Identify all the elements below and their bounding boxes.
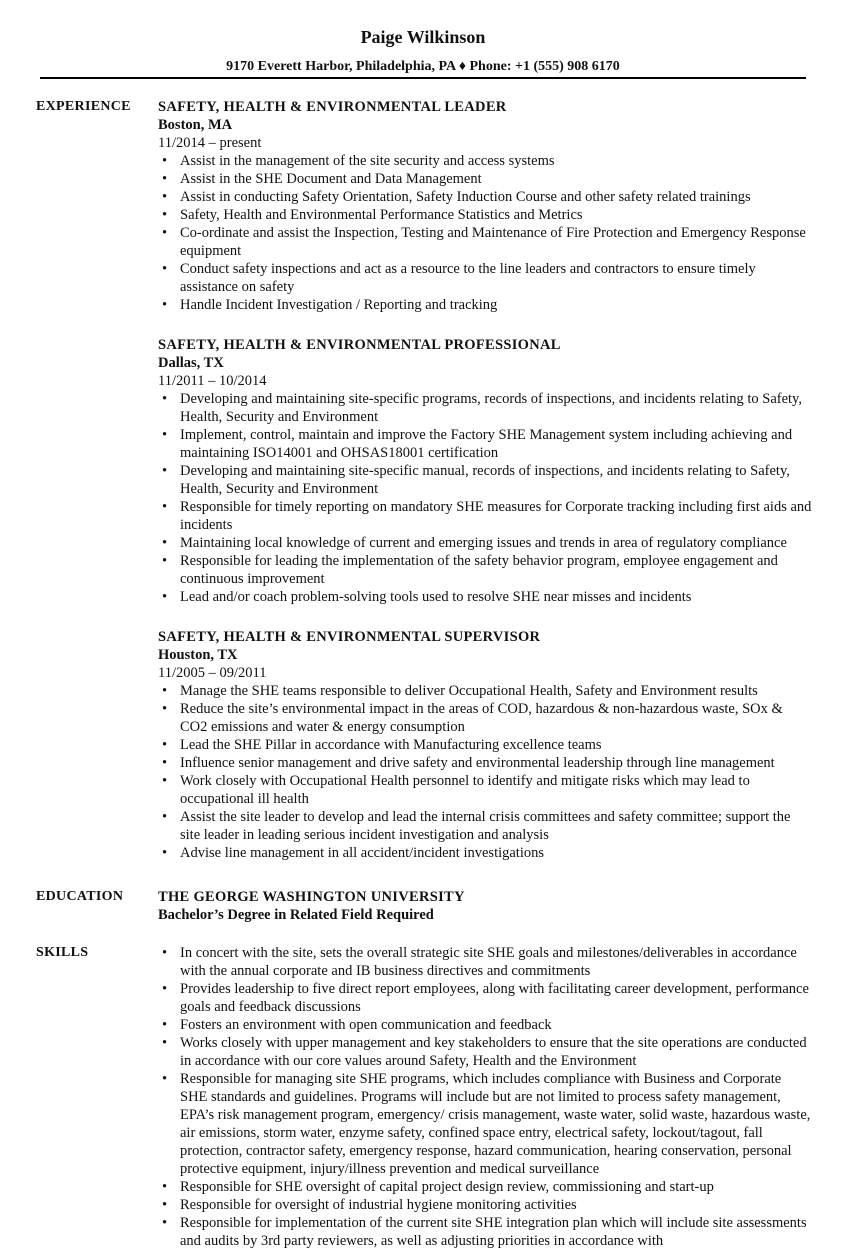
bullet-item: • Reduce the site’s environmental impact in the areas of COD, hazardous & non-hazardous waste, SOx & CO2 emissions and water & energy consumption [158, 700, 812, 736]
job-bullets [158, 152, 812, 314]
bullet-item: • Fosters an environment with open communication and feedback [158, 1016, 812, 1034]
bullet-item: • Maintaining local knowledge of current and emerging issues and trends in area of regulatory compliance [158, 534, 812, 552]
job-entry [158, 336, 812, 606]
header-divider [40, 77, 806, 79]
school-name: THE GEORGE WASHINGTON UNIVERSITY [158, 889, 465, 905]
bullet-item: • Assist in the management of the site security and access systems [158, 152, 812, 170]
bullet-item: • Implement, control, maintain and improve the Factory SHE Management system including achieving and maintaining ISO14001 and OHSAS18001 certification [158, 426, 812, 462]
bullet-item: • Safety, Health and Environmental Performance Statistics and Metrics [158, 206, 812, 224]
bullet-item: • Lead and/or coach problem-solving tools used to resolve SHE near misses and incidents [158, 588, 812, 606]
job-bullets [158, 390, 812, 606]
bullet-item: • Influence senior management and drive safety and environmental leadership through line management [158, 754, 812, 772]
bullet-item: • Developing and maintaining site-specific manual, records of inspections, and incidents relating to Safety, Health, Security and Environment [158, 462, 812, 498]
bullet-item: • Co-ordinate and assist the Inspection, Testing and Maintenance of Fire Protection and Emergency Response equipment [158, 224, 812, 260]
job-dates: 11/2014 – present [158, 135, 262, 151]
job-title: SAFETY, HEALTH & ENVIRONMENTAL LEADER [158, 99, 507, 115]
skills-bullets [158, 944, 812, 1250]
bullet-item: • Responsible for implementation of the current site SHE integration plan which will include site assessments and audits by 3rd party reviewers, as well as adjusting priorities in accordance with [158, 1214, 812, 1250]
bullet-item: • Responsible for oversight of industrial hygiene monitoring activities [158, 1196, 812, 1214]
bullet-item: • Work closely with Occupational Health personnel to identify and mitigate risks which may lead to occupational ill health [158, 772, 812, 808]
experience-heading: EXPERIENCE [36, 99, 131, 114]
bullet-item: • In concert with the site, sets the overall strategic site SHE goals and milestones/deliverables in accordance with the annual corporate and IB business directives and commitments [158, 944, 812, 980]
job-title: SAFETY, HEALTH & ENVIRONMENTAL PROFESSIONAL [158, 337, 561, 353]
bullet-item: • Handle Incident Investigation / Reporting and tracking [158, 296, 812, 314]
bullet-item: • Responsible for SHE oversight of capital project design review, commissioning and start-up [158, 1178, 812, 1196]
job-location: Boston, MA [158, 117, 233, 133]
job-bullets [158, 682, 812, 862]
bullet-item: • Advise line management in all accident/incident investigations [158, 844, 812, 862]
job-title: SAFETY, HEALTH & ENVIRONMENTAL SUPERVISOR [158, 629, 541, 645]
bullet-item: • Responsible for timely reporting on mandatory SHE measures for Corporate tracking including first aids and incidents [158, 498, 812, 534]
contact-line: 9170 Everett Harbor, Philadelphia, PA ♦ Phone: +1 (555) 908 6170 [226, 59, 620, 74]
bullet-item: • Lead the SHE Pillar in accordance with Manufacturing excellence teams [158, 736, 812, 754]
job-location: Houston, TX [158, 647, 238, 663]
skills-heading: SKILLS [36, 945, 89, 960]
bullet-item: • Assist the site leader to develop and lead the internal crisis committees and safety committee; support the site leader in leading serious incident investigation and analysis [158, 808, 812, 844]
bullet-item: • Assist in conducting Safety Orientation, Safety Induction Course and other safety related trainings [158, 188, 812, 206]
job-location: Dallas, TX [158, 355, 224, 371]
bullet-item: • Responsible for managing site SHE programs, which includes compliance with Business and Corporate SHE standards and guidelines. Programs will include but are not limited to process safety management, EPA’s risk management program, emergency/ crisis management, waste water, solid waste, hazardous waste, air emissions, storm water, enzyme safety, confined space entry, electrical safety, lockout/tagout, fall protection, contractor safety, emergency response, hazard communication, hearing conservation, personal protective equipment, injury/illness prevention and medical surveillance [158, 1070, 812, 1178]
bullet-item: • Works closely with upper management and key stakeholders to ensure that the site operations are conducted in accordance with our core values around Safety, Health and the Environment [158, 1034, 812, 1070]
degree: Bachelor’s Degree in Related Field Required [158, 907, 434, 923]
job-entry [158, 628, 812, 862]
education-heading: EDUCATION [36, 889, 124, 904]
bullet-item: • Manage the SHE teams responsible to deliver Occupational Health, Safety and Environment results [158, 682, 812, 700]
bullet-item: • Developing and maintaining site-specific programs, records of inspections, and incidents relating to Safety, Health, Security and Environment [158, 390, 812, 426]
skills-body [158, 944, 812, 1250]
bullet-item: • Provides leadership to five direct report employees, along with facilitating career development, performance goals and feedback discussions [158, 980, 812, 1016]
bullet-item: • Conduct safety inspections and act as a resource to the line leaders and contractors to ensure timely assistance on safety [158, 260, 812, 296]
job-dates: 11/2005 – 09/2011 [158, 665, 267, 681]
job-dates: 11/2011 – 10/2014 [158, 373, 267, 389]
education-body [158, 888, 812, 924]
bullet-item: • Assist in the SHE Document and Data Management [158, 170, 812, 188]
candidate-name: Paige Wilkinson [360, 27, 486, 47]
job-entry [158, 98, 812, 314]
bullet-item: • Responsible for leading the implementation of the safety behavior program, employee engagement and continuous improvement [158, 552, 812, 588]
experience-body [158, 98, 812, 884]
